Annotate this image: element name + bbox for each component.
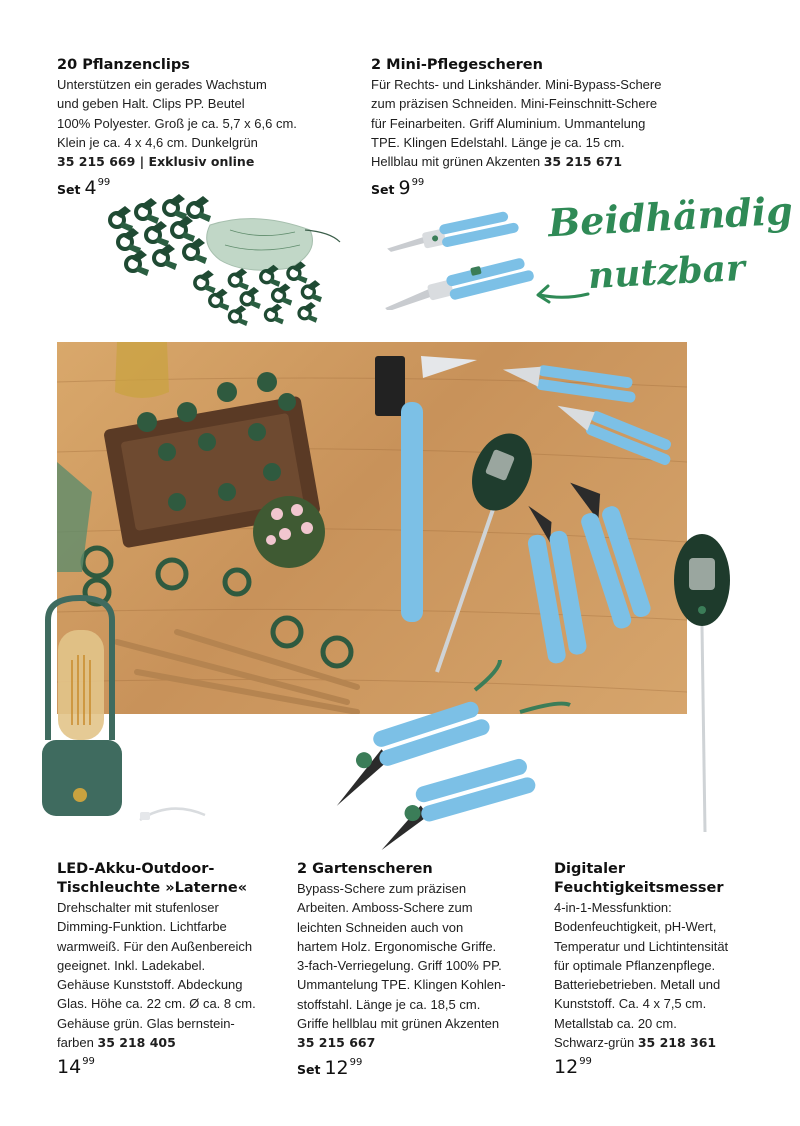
product-garden-shears	[297, 860, 537, 1079]
product-description-line: Klein je ca. 4 x 4,6 cm. Dunkelgrün	[57, 134, 258, 150]
price-main: 12	[554, 1056, 579, 1079]
article-prefix: Schwarz-grün	[554, 1035, 635, 1051]
article-number: 35 218 361	[637, 1035, 717, 1051]
product-moisture-meter	[554, 860, 784, 1078]
article-line	[57, 1033, 287, 1052]
product-description-line: geeignet. Inkl. Ladekabel.	[57, 957, 206, 973]
price-prefix: Set	[371, 182, 395, 198]
product-title: Tischleuchte »Laterne«	[57, 880, 248, 896]
product-description-line: zum präzisen Schneiden. Mini-Feinschnitt-Schere	[371, 96, 658, 112]
product-description-line: Glas. Höhe ca. 22 cm. Ø ca. 8 cm.	[57, 996, 256, 1012]
price-cents: 99	[579, 1056, 592, 1068]
price	[297, 1057, 537, 1079]
price-main: 4	[84, 177, 97, 200]
product-description-line: TPE. Klingen Edelstahl. Länge je ca. 15 cm.	[371, 134, 625, 150]
product-description-line: Gehäuse Kunststoff. Abdeckung	[57, 977, 243, 993]
product-description-line: Dimming-Funktion. Lichtfarbe	[57, 919, 227, 935]
article-number: 35 218 405	[97, 1035, 176, 1051]
product-title: Feuchtigkeitsmesser	[554, 880, 724, 896]
plant-clips-photo	[95, 190, 345, 330]
product-description-line: Drehschalter mit stufenloser	[57, 900, 219, 915]
product-plant-clips	[57, 56, 357, 199]
article-line	[554, 1033, 784, 1052]
product-description-line: Metallstab ca. 20 cm.	[554, 1015, 677, 1031]
article-line	[297, 1033, 537, 1052]
article-prefix: farben	[57, 1035, 94, 1051]
article-line	[57, 152, 357, 171]
product-description-line: Griffe hellblau mit grünen Akzenten	[297, 1016, 500, 1032]
product-description-line: stoffstahl. Länge je ca. 18,5 cm.	[297, 996, 481, 1012]
garden-tools-hero-photo	[57, 342, 687, 714]
product-description-line: für optimale Pflanzenpflege.	[554, 957, 716, 973]
product-description-line: Für Rechts- und Linkshänder. Mini-Bypass-Schere	[371, 77, 662, 92]
article-number: 35 215 667	[297, 1035, 376, 1051]
price	[57, 1056, 287, 1078]
product-title: Digitaler	[554, 861, 626, 877]
product-description-line: 4-in-1-Messfunktion:	[554, 900, 672, 915]
product-title: 2 Mini-Pflegescheren	[371, 57, 543, 73]
product-description-line: Unterstützen ein gerades Wachstum	[57, 77, 267, 92]
product-description-line: Temperatur und Lichtintensität	[554, 938, 729, 954]
mini-shears-photo	[380, 200, 550, 310]
product-mini-shears	[371, 56, 691, 199]
product-description-line: und geben Halt. Clips PP. Beutel	[57, 96, 245, 112]
product-description-line: 3-fach-Verriegelung. Griff 100% PP.	[297, 958, 502, 974]
product-led-lantern	[57, 860, 287, 1078]
price-cents: 99	[349, 1056, 363, 1068]
product-description-line: Bodenfeuchtigkeit, pH-Wert,	[554, 919, 717, 935]
price-prefix: Set	[297, 1061, 321, 1077]
callout-line-1: Beidhändig	[546, 187, 794, 246]
price	[554, 1056, 784, 1078]
article-number: 35 215 671	[543, 154, 623, 170]
price-main: 9	[398, 177, 411, 200]
price-cents: 99	[82, 1056, 95, 1068]
price-cents: 99	[411, 177, 425, 189]
price-prefix: Set	[57, 182, 81, 198]
callout-line-2: nutzbar	[587, 246, 746, 298]
article-line	[371, 152, 691, 171]
article-prefix: Hellblau mit grünen Akzenten	[371, 154, 541, 170]
price-main: 14	[57, 1056, 82, 1079]
product-title: 20 Pflanzenclips	[57, 57, 190, 73]
product-title: 2 Gartenscheren	[297, 861, 433, 877]
product-description-line: leichten Schneiden auch von	[297, 919, 464, 935]
product-description-line: Ummantelung TPE. Klingen Kohlen-	[297, 977, 506, 993]
product-description-line: für Feinarbeiten. Griff Aluminium. Ummantelung	[371, 115, 646, 131]
product-description-line: warmweiß. Für den Außenbereich	[57, 938, 253, 954]
product-description-line: Arbeiten. Amboss-Schere zum	[297, 900, 473, 916]
article-number: 35 215 669 | Exklusiv online	[57, 154, 255, 170]
product-description-line: Kunststoff. Ca. 4 x 7,5 cm.	[554, 996, 707, 1012]
price-main: 12	[324, 1056, 349, 1079]
price-cents: 99	[97, 177, 111, 189]
product-description-line: 100% Polyester. Groß je ca. 5,7 x 6,6 cm.	[57, 115, 297, 131]
product-description-line: Gehäuse grün. Glas bernstein-	[57, 1015, 235, 1031]
product-title: LED-Akku-Outdoor-	[57, 861, 215, 877]
product-description-line: Batteriebetrieben. Metall und	[554, 977, 721, 993]
product-description-line: Bypass-Schere zum präzisen	[297, 881, 467, 896]
product-description-line: hartem Holz. Ergonomische Griffe.	[297, 938, 497, 954]
